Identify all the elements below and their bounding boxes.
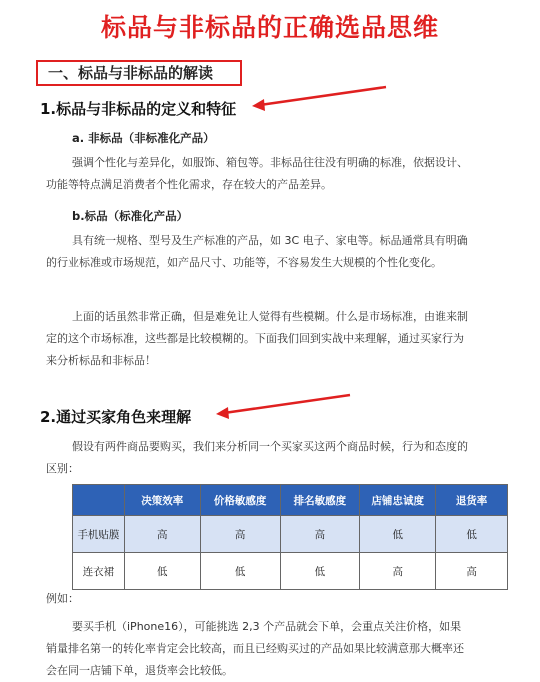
red-arrow-icon — [250, 84, 390, 114]
table-header-cell: 店铺忠诚度 — [360, 485, 436, 516]
table-header-cell: 决策效率 — [124, 485, 200, 516]
nonstandard-heading: a. 非标品（非标准化产品） — [72, 131, 215, 145]
nonstandard-text-line2: 功能等特点满足消费者个性化需求，存在较大的产品差异。 — [46, 178, 332, 191]
standard-text-line2: 的行业标准或市场规范，如产品尺寸、功能等，不容易发生大规模的个性化变化。 — [46, 256, 442, 269]
table-header-cell — [73, 485, 125, 516]
table-header-cell: 退货率 — [436, 485, 508, 516]
table-cell: 低 — [200, 553, 280, 590]
example-label: 例如： — [46, 592, 79, 605]
table-header-cell: 价格敏感度 — [200, 485, 280, 516]
buyer-intro-line1: 假设有两件商品要购买，我们来分析同一个买家买这两个商品时候，行为和态度的 — [72, 440, 468, 453]
example-text-line2: 销量排名第一的转化率肯定会比较高，而且已经购买过的产品如果比较满意那大概率还 — [46, 642, 464, 655]
example-text-line1: 要买手机（iPhone16），可能挑选 2,3 个产品就会下单，会重点关注价格，如果 — [72, 620, 462, 633]
table-cell: 低 — [280, 553, 360, 590]
table-row — [73, 516, 508, 553]
table-header-cell: 排名敏感度 — [280, 485, 360, 516]
table-header-row — [73, 485, 508, 516]
table-cell: 高 — [436, 553, 508, 590]
note-text-line3: 来分析标品和非标品！ — [46, 354, 156, 367]
nonstandard-text-line1: 强调个性化与差异化，如服饰、箱包等。非标品往往没有明确的标准，依据设计、 — [72, 156, 468, 169]
subsection-heading-definition: 1.标品与非标品的定义和特征 — [40, 100, 237, 118]
red-arrow-icon — [214, 392, 354, 422]
standard-heading: b.标品（标准化产品） — [72, 209, 189, 223]
buyer-intro-line2: 区别： — [46, 462, 79, 475]
table-row — [73, 553, 508, 590]
table-cell: 高 — [124, 516, 200, 553]
table-cell: 高 — [280, 516, 360, 553]
comparison-table — [72, 484, 508, 590]
note-text-line2: 定的这个市场标准，这些都是比较模糊的。下面我们回到实战中来理解，通过买家行为 — [46, 332, 464, 345]
note-text-line1: 上面的话虽然非常正确，但是难免让人觉得有些模糊。什么是市场标准，由谁来制 — [72, 310, 468, 323]
standard-text-line1: 具有统一规格、型号及生产标准的产品，如 3C 电子、家电等。标品通常具有明确 — [72, 234, 468, 247]
subsection-heading-buyer-role: 2.通过买家角色来理解 — [40, 408, 192, 426]
table-cell: 低 — [124, 553, 200, 590]
table-cell: 低 — [360, 516, 436, 553]
table-row-label: 连衣裙 — [73, 553, 125, 590]
table-cell: 高 — [360, 553, 436, 590]
table-cell: 低 — [436, 516, 508, 553]
table-cell: 高 — [200, 516, 280, 553]
section-heading-box: 一、标品与非标品的解读 — [36, 60, 242, 86]
table-row-label: 手机贴膜 — [73, 516, 125, 553]
document-title: 标品与非标品的正确选品思维 — [100, 13, 439, 42]
example-text-line3: 会在同一店铺下单，退货率会比较低。 — [46, 664, 233, 677]
